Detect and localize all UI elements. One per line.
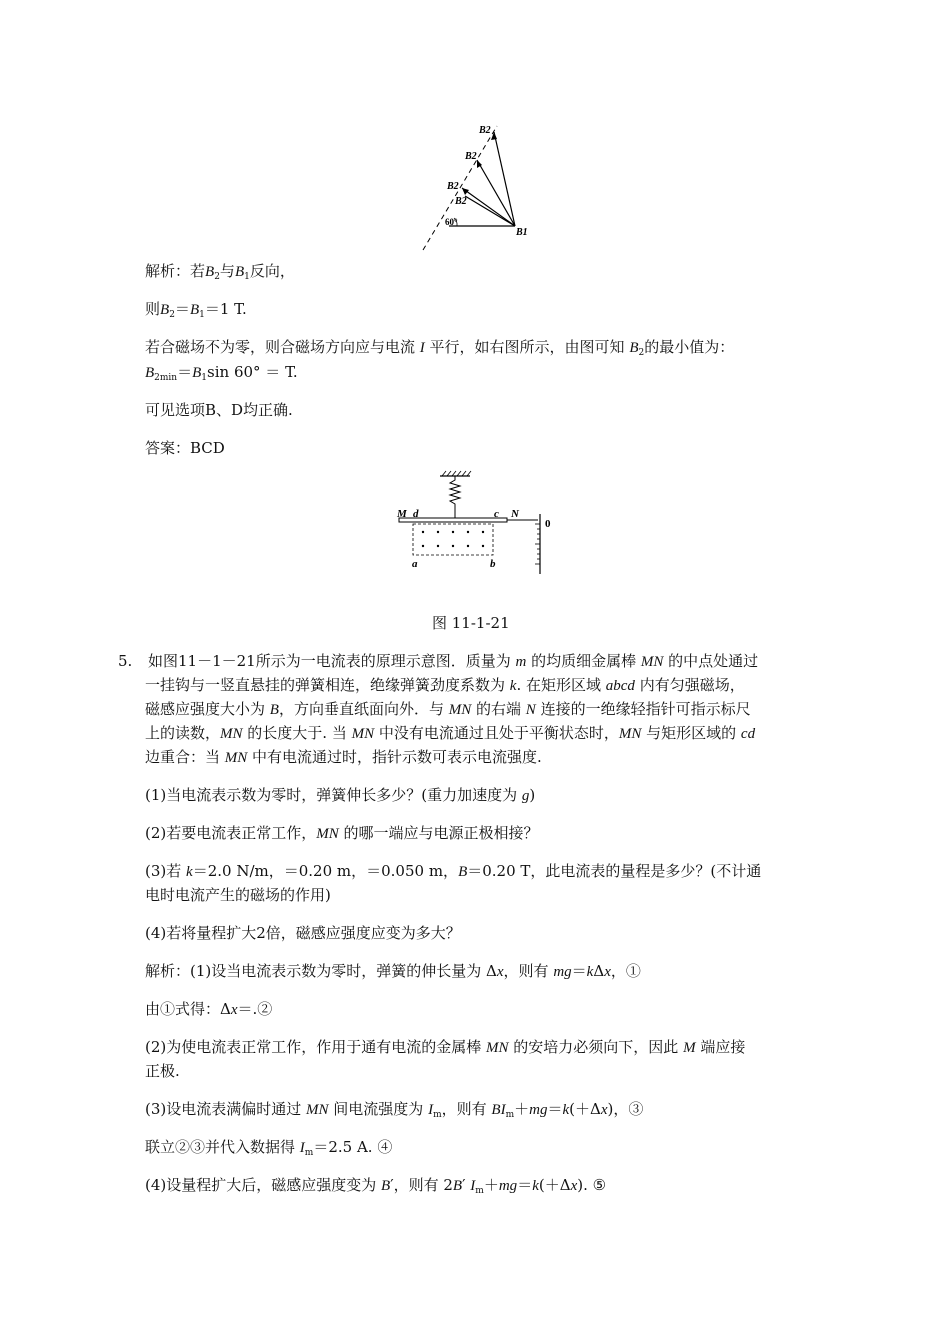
label-n: N	[511, 508, 519, 520]
label-zero: 0	[545, 518, 551, 530]
question-1: (1)当电流表示数为零时，弹簧伸长多少？(重力加速度为 g)	[145, 786, 536, 804]
figure-caption: 图 11-1-21	[432, 614, 510, 632]
question-2: (2)若要电流表正常工作，MN 的哪一端应与电源正极相接？	[145, 824, 539, 842]
resultant-min	[465, 196, 515, 226]
label-b2-top: B2	[479, 125, 491, 136]
solution2-line-1: 解析：(1)设当电流表示数为零时，弹簧的伸长量为 Δx，则有 mg＝kΔx，①	[145, 962, 641, 980]
solution-line-3: 若合磁场不为零，则合磁场方向应与电流 I 平行，如右图所示，由图可知 $B_2$的最小值为：	[145, 338, 735, 358]
problem-line-4: 上的读数，MN 的长度大于. 当 MN 中没有电流通过且处于平衡状态时，MN 与矩形区域的 cd	[145, 724, 756, 742]
solution2-line-5: (3)设电流表满偏时通过 MN 间电流强度为 $I_m$，则有 $BI_m+mg=k(+\Delta x)$，③	[145, 1100, 644, 1120]
angle-label: 60°	[445, 217, 458, 227]
solution2-line-3: (2)为使电流表正常工作，作用于通有电流的金属棒 MN 的安培力必须向下，因此 M 端应接	[145, 1038, 746, 1056]
question-3-line-1: (3)若 k＝2.0 N/m，＝0.20 m，＝0.050 m，B＝0.20 T，此电流表的量程是多少？(不计通	[145, 862, 762, 880]
solution2-line-6: 联立②③并代入数据得 $I_m=2.5$ A. ④	[145, 1138, 393, 1158]
solution-line-5: 可见选项B、D均正确.	[145, 401, 293, 419]
label-b2-second: B2	[465, 151, 477, 162]
label-b2-third: B2	[447, 181, 459, 192]
solution-line-4: $B_{2min}=B_1\sin$ 60° ＝ T.	[145, 363, 298, 383]
label-b1: B1	[516, 227, 528, 238]
problem-line-1: 如图11－1－21所示为一电流表的原理示意图．质量为 m 的均质细金属棒 MN 的中点处通过	[148, 652, 759, 670]
solution2-line-2: 由①式得：Δx＝.②	[145, 1000, 273, 1018]
arrowhead	[491, 132, 497, 140]
current-meter-diagram	[395, 470, 570, 580]
question-3-line-2: 电时电流产生的磁场的作用)	[145, 886, 331, 904]
arrowhead	[462, 188, 469, 195]
vector-diagram	[415, 118, 545, 254]
problem-line-3: 磁感应强度大小为 B，方向垂直纸面向外．与 MN 的右端 N 连接的一绝缘轻指针可指示标尺	[145, 700, 751, 718]
problem-number: 5.	[118, 652, 133, 670]
problem-line-2: 一挂钩与一竖直悬挂的弹簧相连，绝缘弹簧劲度系数为 k. 在矩形区域 abcd 内有匀强磁场，	[145, 676, 745, 694]
label-b: b	[490, 558, 496, 570]
solution2-line-4: 正极.	[145, 1062, 180, 1080]
problem-line-5: 边重合：当 MN 中有电流通过时，指针示数可表示电流强度.	[145, 748, 542, 766]
solution-line-2: 则$B_2=B_1=1$ T.	[145, 300, 247, 320]
solution-line-1: 解析：若$B_2$与$B_1$反向，	[145, 262, 295, 282]
question-4: (4)若将量程扩大2倍，磁感应强度应变为多大？	[145, 924, 461, 942]
label-b2-min: B2	[455, 196, 467, 207]
dashed-direction-line	[423, 126, 497, 250]
field-dots	[422, 531, 484, 547]
ceiling-hatch	[442, 471, 471, 476]
label-c: c	[494, 508, 499, 520]
scale-ticks	[535, 524, 540, 564]
resultant-2	[477, 160, 515, 226]
resultant-3	[462, 188, 515, 226]
solution2-line-7: (4)设量程扩大后，磁感应强度变为 B′，则有 2B′ $I_m+mg=k(+\Delta x)$. ⑤	[145, 1176, 607, 1196]
spring	[450, 476, 460, 518]
magnetic-field-region	[413, 524, 493, 555]
label-d: d	[413, 508, 419, 520]
resultant-1	[494, 132, 515, 226]
answer-line: 答案：BCD	[145, 439, 225, 457]
label-a: a	[412, 558, 418, 570]
label-m: M	[397, 508, 407, 520]
